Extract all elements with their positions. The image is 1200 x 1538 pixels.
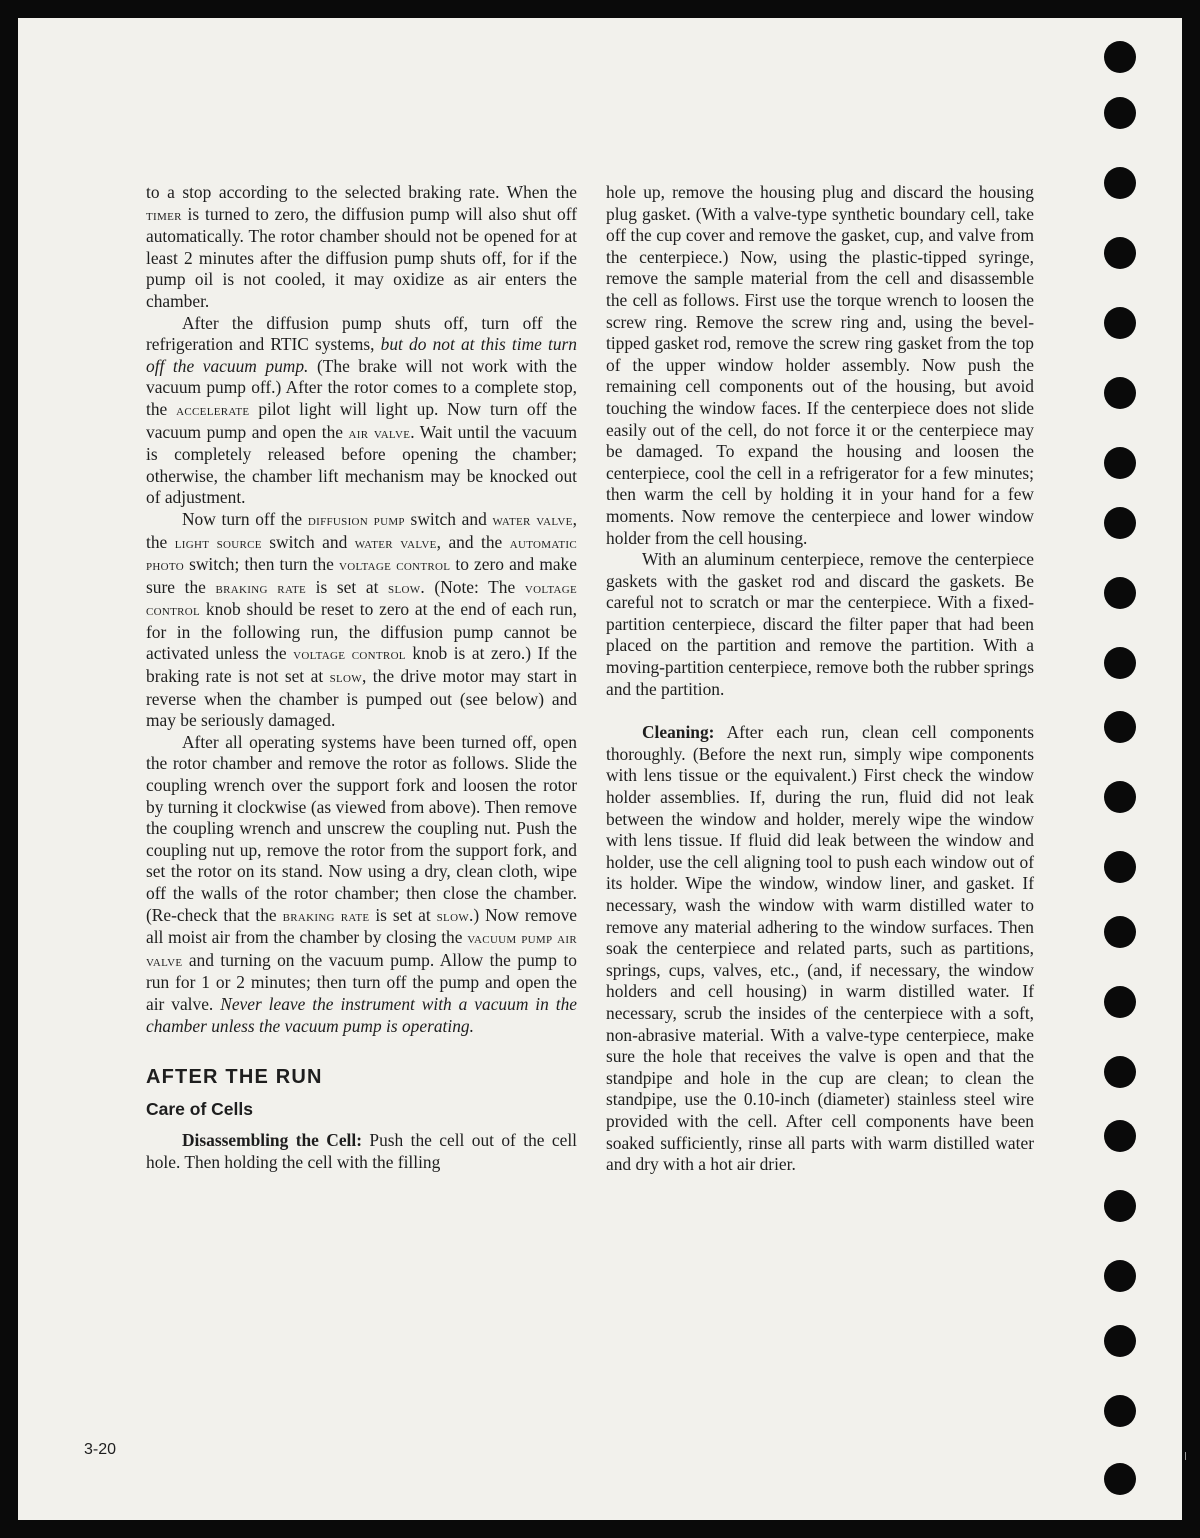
paragraph: Now turn off the diffusion pump switch and water valve, the light source switch and water valve, and the automatic photo switch; then turn the voltage control to zero and make sure the braking rate is set at slow. (Note: The voltage control knob should be reset to zero at the end of each run, for in the following run, the diffusion pump cannot be activated unless the voltage control knob is at zero.) If the braking rate is not set at slow, the drive motor may start in reverse when the chamber is pumped out (see below) and may be seriously damaged. (146, 508, 578, 731)
binder-hole (1104, 1260, 1136, 1292)
section-heading: AFTER THE RUN (146, 1066, 323, 1089)
binder-hole (1104, 986, 1136, 1018)
binder-hole (1104, 1056, 1136, 1088)
binder-hole (1104, 1190, 1136, 1222)
right-column (606, 182, 1034, 1176)
binder-hole (1104, 577, 1136, 609)
paragraph: After all operating systems have been turned off, open the rotor chamber and remove the rotor as follows. Slide the coupling wrench over the support fork and loosen the rotor by turning it clockwise (as viewed from above). Then remove the coupling wrench and unscrew the coupling nut. Push the coupling nut up, remove the rotor from the support fork, and set the rotor on its stand. Now using a dry, clean cloth, wipe off the walls of the rotor chamber; then close the chamber. (Re-check that the braking rate is set at slow.) Now remove all moist air from the chamber by closing the vacuum pump air valve and turning on the vacuum pump. Allow the pump to run for 1 or 2 minutes; then turn off the pump and open the air valve. Never leave the instrument with a vacuum in the chamber unless the vacuum pump is operating. (146, 731, 578, 1036)
left-column (146, 182, 577, 1174)
binder-hole (1104, 97, 1136, 129)
paragraph: hole up, remove the housing plug and discard the housing plug gasket. (With a valve-type synthetic boundary cell, take off the cup cover and remove the gasket, cup, and valve from the centerpiece.) Now, using the plastic-tipped syringe, remove the sample material from the cell and disassemble the cell as follows. First use the torque wrench to loosen the screw ring. Remove the screw ring and, using the bevel-tipped gasket rod, remove the screw ring gasket from the top of the upper window holder assembly. Now push the remaining cell components out of the housing, but avoid touching the window faces. If the centerpiece does not slide easily out of the cell, do not force it or the centerpiece may be damaged. To expand the housing and loosen the centerpiece, cool the cell in a refrigerator for a few minutes; then warm the cell by holding it in your hand for a few moments. Now remove the centerpiece and lower window holder from the cell housing. (606, 182, 1034, 548)
binder-hole (1104, 307, 1136, 339)
binder-hole (1104, 1463, 1136, 1495)
binder-hole (1104, 1395, 1136, 1427)
manual-page (18, 18, 1182, 1520)
edge-mark (1185, 1452, 1186, 1460)
binder-hole (1104, 916, 1136, 948)
binder-hole (1104, 1120, 1136, 1152)
binder-hole (1104, 507, 1136, 539)
paragraph: Disassembling the Cell: Push the cell out of the cell hole. Then holding the cell with the filling (146, 1130, 577, 1172)
binder-hole (1104, 851, 1136, 883)
paragraph: to a stop according to the selected braking rate. When the timer is turned to zero, the diffusion pump will also shut off automatically. The rotor chamber should not be opened for at least 2 minutes after the diffusion pump shuts off, for if the pump oil is not cooled, it may oxidize as air enters the chamber. (146, 182, 577, 311)
subsection-heading: Care of Cells (146, 1098, 253, 1119)
binder-hole (1104, 377, 1136, 409)
binder-hole (1104, 167, 1136, 199)
binder-hole (1104, 711, 1136, 743)
paragraph: After the diffusion pump shuts off, turn off the refrigeration and RTIC systems, but do not at this time turn off the vacuum pump. (The brake will not work with the vacuum pump off.) After the rotor comes to a complete stop, the accelerate pilot light will light up. Now turn off the vacuum pump and open the air valve. Wait until the vacuum is completely released before opening the chamber; otherwise, the chamber lift mechanism may be knocked out of adjustment. (146, 312, 578, 508)
paragraph: With an aluminum centerpiece, remove the centerpiece gaskets with the gasket rod and discard the gaskets. Be careful not to scratch or mar the centerpiece. With a fixed-partition centerpiece, discard the filter paper that had been placed on the partition and remove the partition. With a moving-partition centerpiece, remove both the rubber springs and the partition. (606, 549, 1034, 699)
binder-hole (1104, 41, 1136, 73)
paragraph: Cleaning: After each run, clean cell components thoroughly. (Before the next run, simply wipe components with lens tissue or the equivalent.) First check the window holder assemblies. If, during the run, fluid did not leak between the window and holder, merely wipe the window with lens tissue. If fluid did leak between the window and holder, use the cell aligning tool to push each window out of its holder. Wipe the window, window liner, and gasket. If necessary, wash the window with warm distilled water to remove any material adhering to the window surfaces. Then soak the centerpiece and related parts, such as partitions, springs, cups, valves, etc., (and, if necessary, the window holders and cell housing) in warm distilled water. If necessary, scrub the insides of the centerpiece with a soft, non-abrasive material. With a valve-type centerpiece, make sure the hole that receives the valve is open and that the standpipe and hole in the cup are clean; to clean the standpipe, use the 0.10-inch (diameter) stainless steel wire provided with the cell. After cell components have been soaked sufficiently, rinse all parts with warm distilled water and dry with a hot air drier. (606, 722, 1034, 1175)
page-number: 3-20 (84, 1441, 117, 1458)
binder-hole (1104, 781, 1136, 813)
binder-hole (1104, 447, 1136, 479)
binder-hole (1104, 1325, 1136, 1357)
binder-hole (1104, 237, 1136, 269)
binder-hole (1104, 647, 1136, 679)
